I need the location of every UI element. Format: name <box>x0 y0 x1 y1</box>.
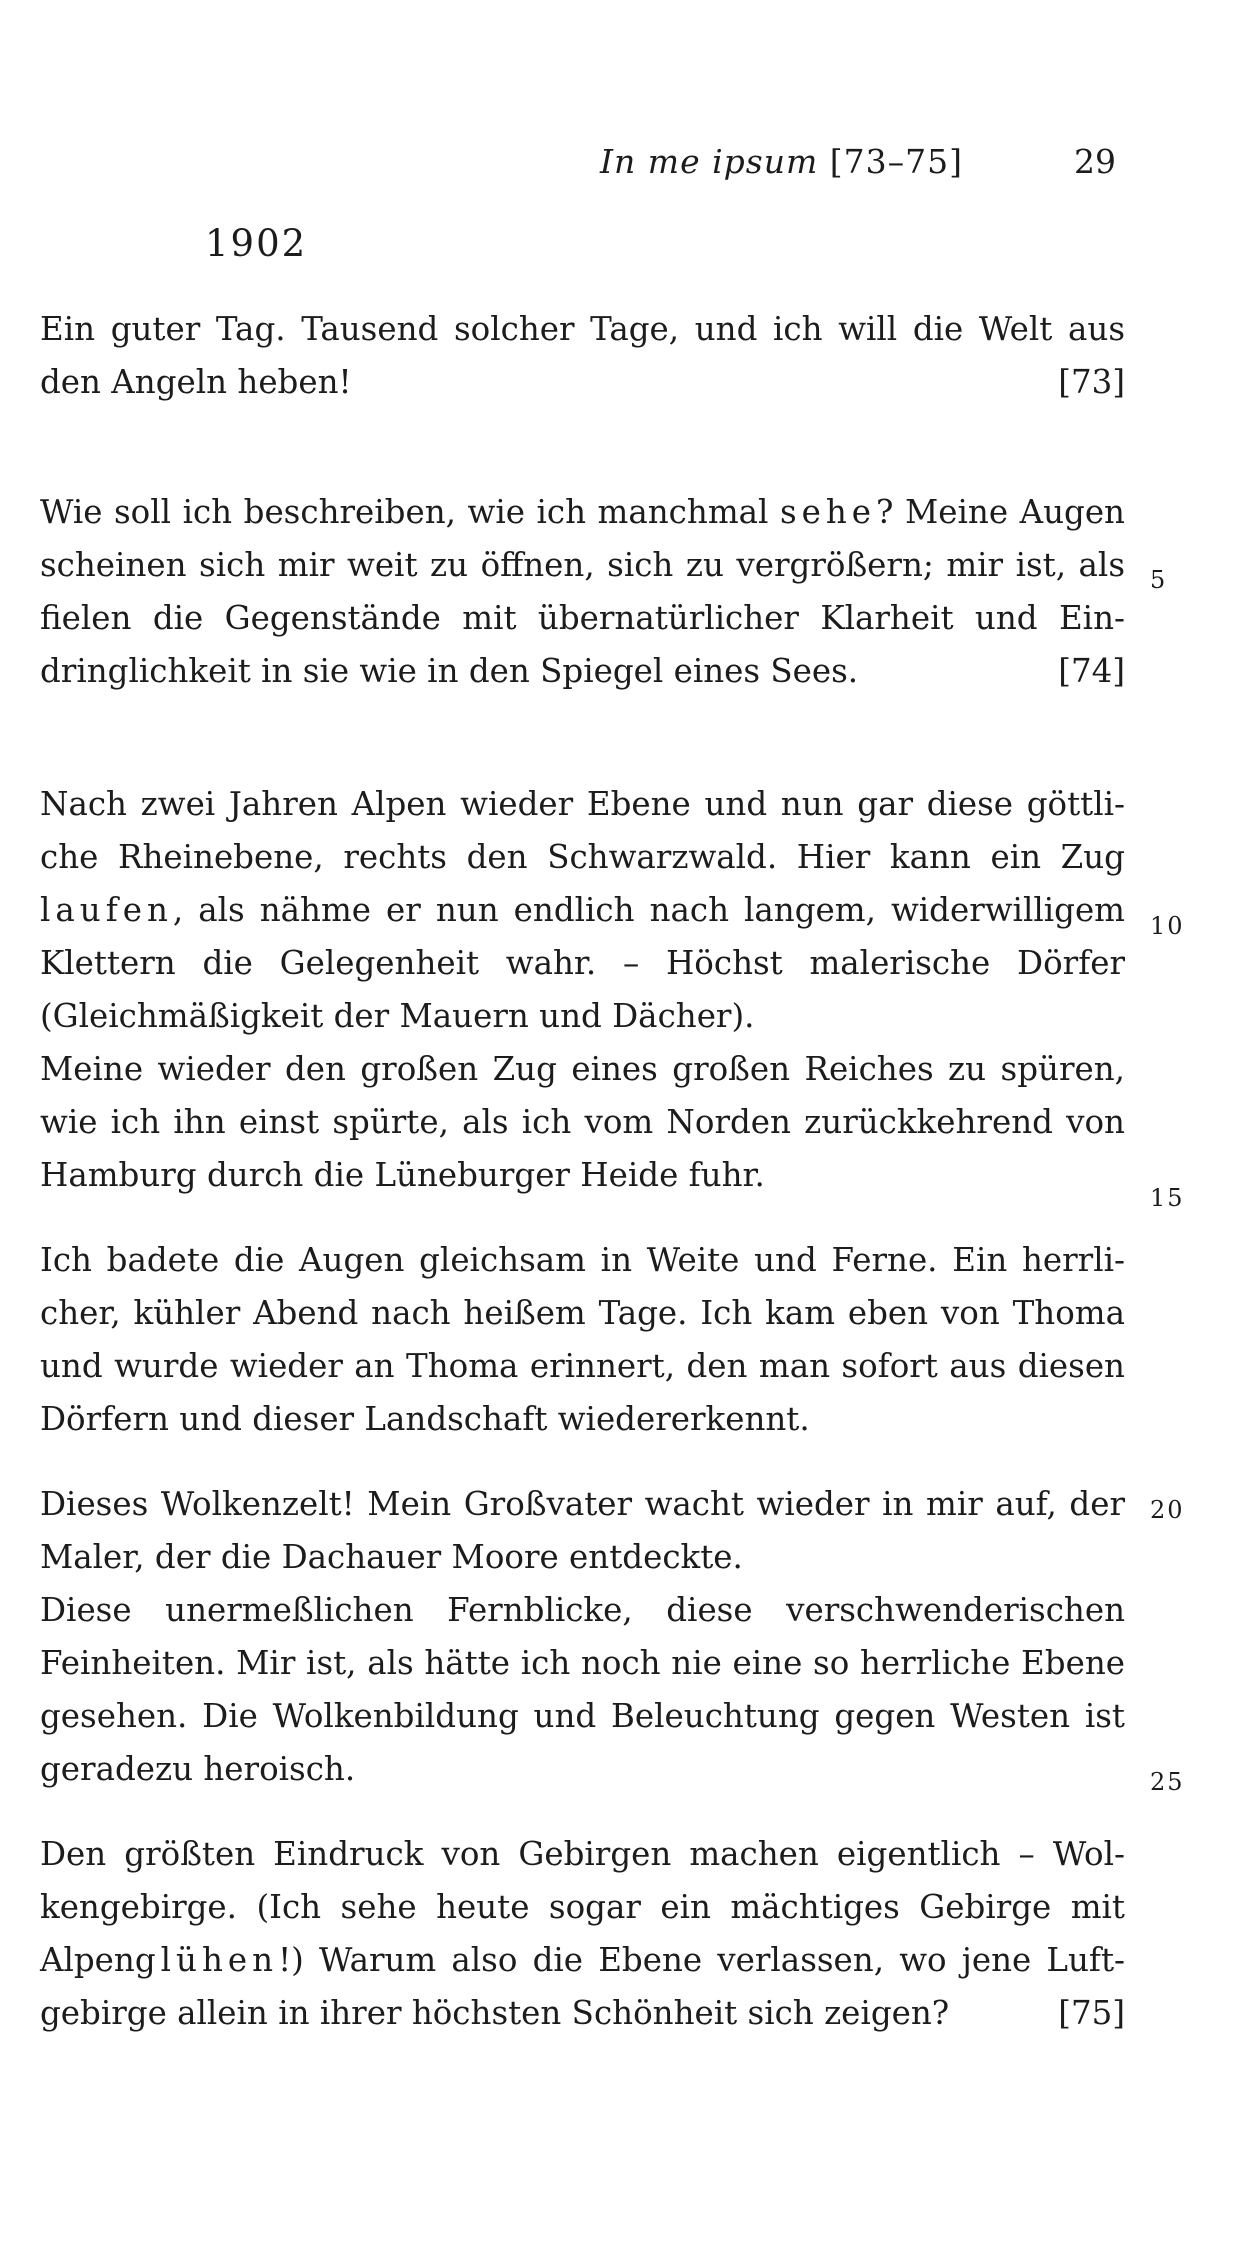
text-line <box>40 1987 1125 2040</box>
entry-75-paragraph-6 <box>40 1828 1125 2040</box>
text-fragment: gebirge allein in ihrer höchsten Schönheit sich zeigen? <box>40 1994 950 2032</box>
year-heading: 1902 <box>205 222 308 265</box>
text-line: Dieses Wolkenzelt! Mein Großvater wacht wieder in mir auf, der <box>40 1485 1125 1523</box>
text-line: scheinen sich mir weit zu öffnen, sich zu vergrößern; mir ist, als <box>40 546 1125 584</box>
entry-74 <box>40 486 1125 698</box>
line-number-10: 10 <box>1150 912 1185 940</box>
entry-75-paragraph-1 <box>40 778 1125 1202</box>
entry-75-paragraph-3 <box>40 1234 1125 1446</box>
text-line: kengebirge. (Ich sehe heute sogar ein mächtiges Gebirge mit <box>40 1888 1125 1926</box>
text-line: (Gleichmäßigkeit der Mauern und Dächer). <box>40 997 755 1035</box>
entry-number: [73] <box>1058 363 1125 401</box>
text-line: Dörfern und dieser Landschaft wiedererkennt. <box>40 1400 810 1438</box>
line-number-5: 5 <box>1150 566 1168 594</box>
text-line: Klettern die Gelegenheit wahr. – Höchst malerische Dörfer <box>40 944 1125 982</box>
text-line <box>40 486 1125 539</box>
emphasis-spaced: laufen <box>40 891 173 929</box>
running-head <box>600 142 963 181</box>
text-fragment: !) Warum also die Ebene verlassen, wo jene Luft- <box>278 1941 1125 1979</box>
text-line <box>40 356 1125 409</box>
line-number-20: 20 <box>1150 1496 1185 1524</box>
text-fragment: Wie soll ich beschreiben, wie ich manchmal <box>40 493 769 531</box>
text-line <box>40 645 1125 698</box>
text-line: Ich badete die Augen gleichsam in Weite und Ferne. Ein herrli- <box>40 1241 1125 1279</box>
text-fragment: Alpen <box>40 1941 135 1979</box>
text-line: Feinheiten. Mir ist, als hätte ich noch nie eine so herrliche Ebene <box>40 1644 1125 1682</box>
text-fragment: den Angeln heben! <box>40 363 352 401</box>
page-number: 29 <box>1074 142 1116 181</box>
text-fragment: dringlichkeit in sie wie in den Spiegel eines Sees. <box>40 652 859 690</box>
line-number-25: 25 <box>1150 1768 1185 1796</box>
running-title: In me ipsum <box>600 142 819 181</box>
text-fragment: , als nähme er nun endlich nach langem, widerwilligem <box>172 891 1125 929</box>
emphasis-spaced: sehe <box>779 493 877 531</box>
text-line: che Rheinebene, rechts den Schwarzwald. Hier kann ein Zug <box>40 838 1125 876</box>
running-range: [73–75] <box>829 142 963 181</box>
text-line: fielen die Gegenstände mit übernatürlicher Klarheit und Ein- <box>40 599 1125 637</box>
text-line: Ein guter Tag. Tausend solcher Tage, und ich will die Welt aus <box>40 310 1125 348</box>
entry-73 <box>40 303 1125 409</box>
text-line: Hamburg durch die Lüneburger Heide fuhr. <box>40 1156 765 1194</box>
emphasis-spaced: glühen <box>134 1941 279 1979</box>
text-line: wie ich ihn einst spürte, als ich vom Norden zurückkehrend von <box>40 1103 1125 1141</box>
text-line <box>40 1934 1125 1987</box>
text-line: Den größten Eindruck von Gebirgen machen eigentlich – Wol- <box>40 1835 1125 1873</box>
text-line: gesehen. Die Wolkenbildung und Beleuchtung gegen Westen ist <box>40 1697 1125 1735</box>
text-line: cher, kühler Abend nach heißem Tage. Ich kam eben von Thoma <box>40 1294 1125 1332</box>
text-fragment: ? Meine Augen <box>876 493 1125 531</box>
line-number-15: 15 <box>1150 1184 1185 1212</box>
text-line: Maler, der die Dachauer Moore entdeckte. <box>40 1538 743 1576</box>
text-line: Nach zwei Jahren Alpen wieder Ebene und nun gar diese göttli- <box>40 785 1125 823</box>
entry-number: [74] <box>1058 652 1125 690</box>
text-line: und wurde wieder an Thoma erinnert, den man sofort aus diesen <box>40 1347 1125 1385</box>
text-line: Diese unermeßlichen Fernblicke, diese verschwenderischen <box>40 1591 1125 1629</box>
text-line: Meine wieder den großen Zug eines großen Reiches zu spüren, <box>40 1050 1125 1088</box>
text-line: geradezu heroisch. <box>40 1750 356 1788</box>
entry-75-paragraph-4 <box>40 1478 1125 1796</box>
entry-number: [75] <box>1058 1994 1125 2032</box>
text-line <box>40 884 1125 937</box>
